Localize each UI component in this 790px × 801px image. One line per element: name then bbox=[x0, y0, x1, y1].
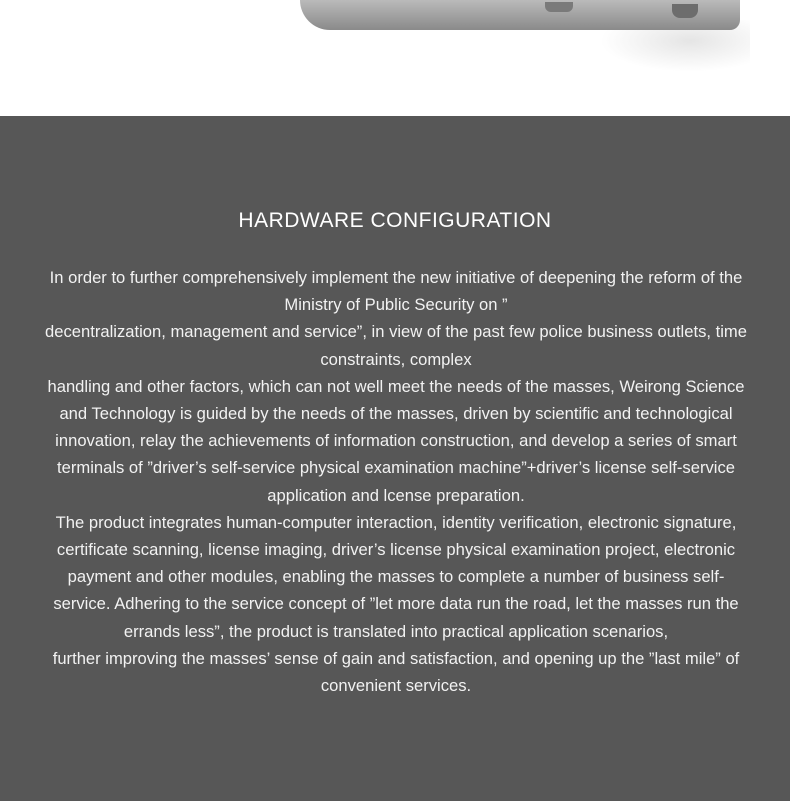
machine-foot bbox=[672, 4, 698, 18]
description-paragraph: The product integrates human-computer interaction, identity verification, electronic signature, certificate scanning, license imaging, driver’s license physical examination project, electronic payment and other modules, enabling the masses to complete a number of business self-service. Adhering to the service concept of ”let more data run the road, let the masses run the errands less”, the product is translated into practical application scenarios, bbox=[53, 512, 739, 641]
description-paragraph: In order to further comprehensively implement the new initiative of deepening the reform of the Ministry of Public Security on ” bbox=[49, 268, 743, 315]
product-image bbox=[0, 0, 790, 116]
section-title: HARDWARE CONFIGURATION bbox=[238, 209, 552, 233]
section-description bbox=[40, 264, 752, 699]
hardware-configuration-section bbox=[0, 116, 790, 801]
machine-foot bbox=[545, 2, 573, 12]
description-paragraph: handling and other factors, which can not well meet the needs of the masses, Weirong Science and Technology is guided by the needs of the masses, driven by scientific and technological innovation, relay the achievements of information construction, and develop a series of smart terminals of ”driver’s self-service physical examination machine”+driver’s license self-service application and lcense preparation. bbox=[47, 376, 745, 505]
description-paragraph: further improving the masses’ sense of gain and satisfaction, and opening up the ”last mile” of convenient services. bbox=[52, 648, 740, 696]
description-paragraph: decentralization, management and service”, in view of the past few police business outlets, time constraints, complex bbox=[45, 322, 747, 369]
